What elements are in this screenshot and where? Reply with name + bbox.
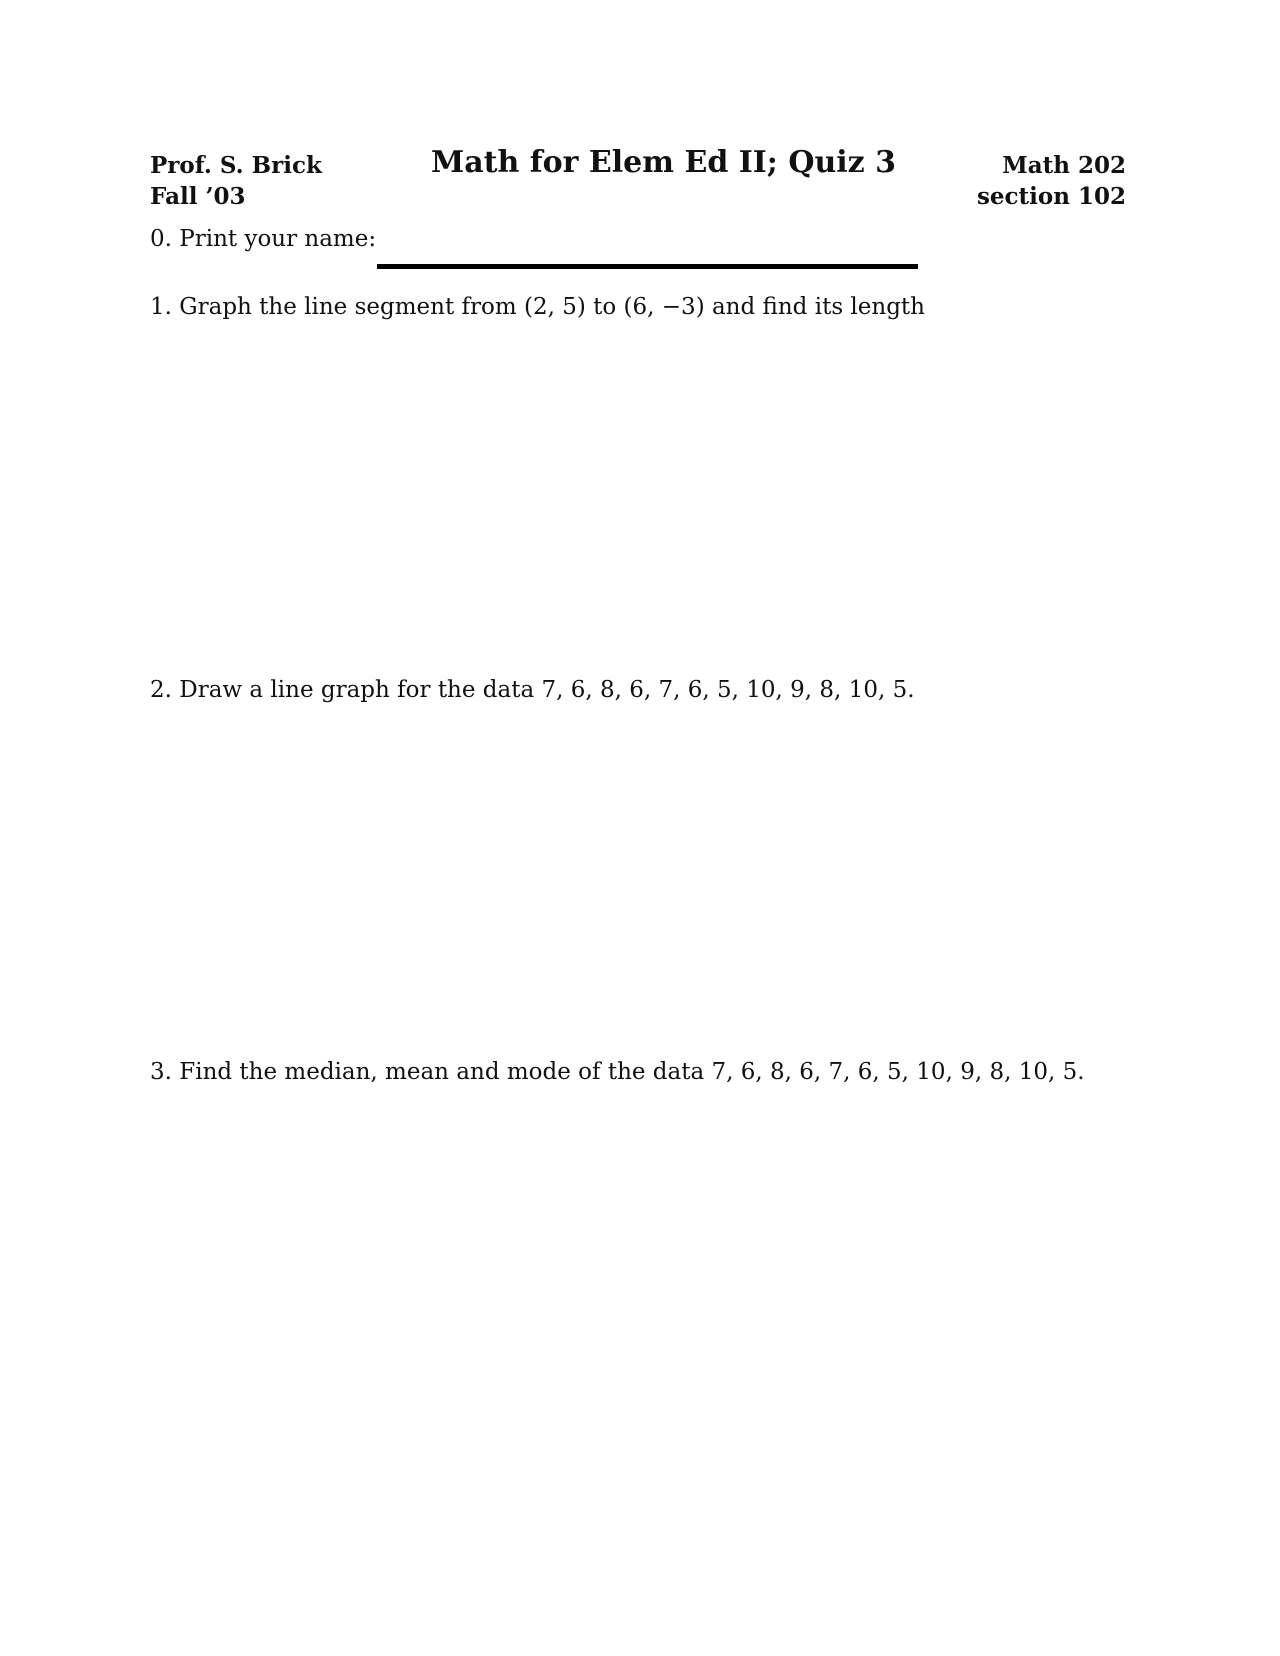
course-block: [977, 150, 1126, 212]
question-0: 0. Print your name:: [150, 226, 377, 252]
quiz-title: Math for Elem Ed II; Quiz 3: [430, 145, 897, 180]
question-2: 2. Draw a line graph for the data 7, 6, 8, 6, 7, 6, 5, 10, 9, 8, 10, 5.: [150, 677, 915, 703]
question-3: 3. Find the median, mean and mode of the data 7, 6, 8, 6, 7, 6, 5, 10, 9, 8, 10, 5.: [150, 1059, 1085, 1085]
name-answer-line: [377, 264, 918, 269]
instructor-name: Prof. S. Brick: [150, 152, 322, 179]
course-number: Math 202: [1002, 152, 1126, 179]
course-section: section 102: [976, 183, 1126, 210]
semester: Fall ’03: [150, 183, 246, 210]
question-1: 1. Graph the line segment from (2, 5) to (6, −3) and find its length: [150, 294, 925, 320]
